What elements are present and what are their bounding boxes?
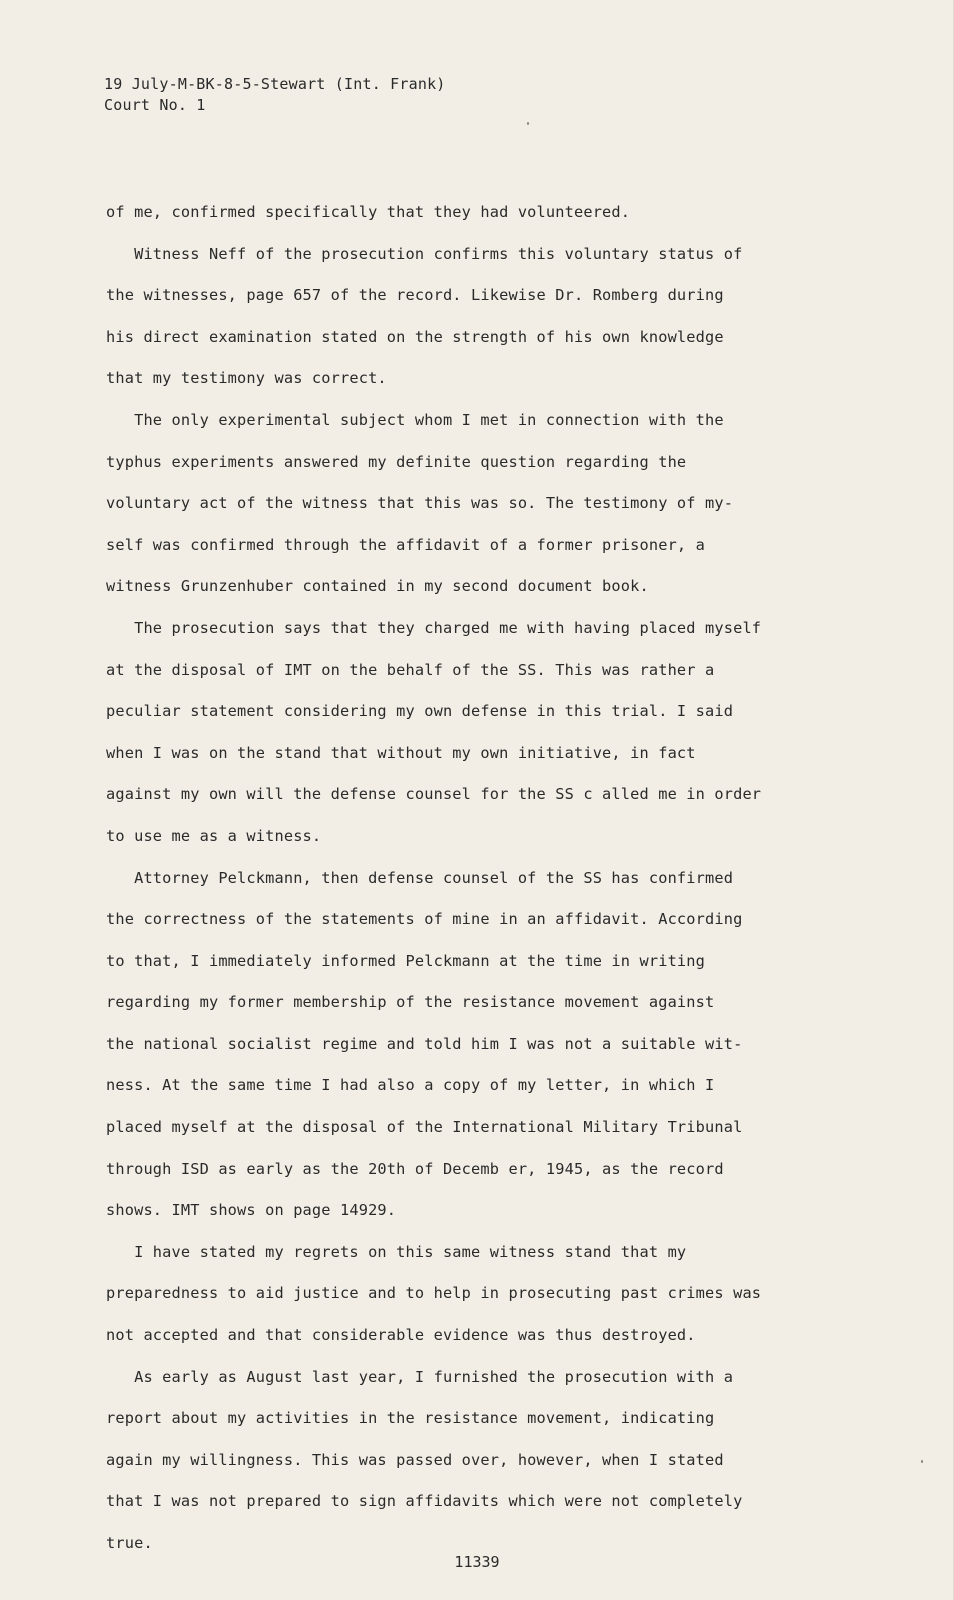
page-number: 11339 [454, 1553, 500, 1571]
ink-speck [527, 122, 529, 125]
text-line: to that, I immediately informed Pelckmann at the time in writing [106, 951, 706, 970]
text-line: the national socialist regime and told him I was not a suitable wit- [106, 1034, 743, 1053]
text-line: when I was on the stand that without my own initiative, in fact [106, 743, 696, 762]
text-line: the correctness of the statements of mine in an affidavit. According [106, 910, 743, 929]
text-line: not accepted and that considerable evidence was thus destroyed. [106, 1326, 696, 1345]
text-line: against my own will the defense counsel for the SS c alled me in order [106, 785, 762, 804]
text-line: report about my activities in the resistance movement, indicating [106, 1409, 715, 1428]
paragraph [106, 1357, 836, 1565]
header-line-1: 19 July-M-BK-8-5-Stewart (Int. Frank) [104, 75, 446, 93]
text-line: again my willingness. This was passed over, however, when I stated [106, 1450, 724, 1469]
document-header [104, 74, 446, 116]
text-line: his direct examination stated on the strength of his own knowledge [106, 327, 724, 346]
paragraph [106, 858, 836, 1232]
text-line: self was confirmed through the affidavit of a former prisoner, a [106, 535, 706, 554]
text-line: of me, confirmed specifically that they had volunteered. [106, 203, 631, 221]
text-line: to use me as a witness. [106, 826, 322, 845]
text-line: the witnesses, page 657 of the record. Likewise Dr. Romberg during [106, 286, 724, 305]
header-line-2: Court No. 1 [104, 96, 206, 114]
text-line: preparedness to aid justice and to help in prosecuting past crimes was [106, 1284, 762, 1303]
text-line: at the disposal of IMT on the behalf of the SS. This was rather a [106, 660, 715, 679]
text-line: regarding my former membership of the resistance movement against [106, 993, 715, 1012]
text-line: witness Grunzenhuber contained in my second document book. [106, 577, 649, 596]
text-line: placed myself at the disposal of the International Military Tribunal [106, 1118, 743, 1137]
text-line: The prosecution says that they charged me with having placed myself [106, 618, 762, 637]
text-line: As early as August last year, I furnished the prosecution with a [106, 1367, 734, 1386]
ink-speck [921, 1460, 923, 1463]
text-line: shows. IMT shows on page 14929. [106, 1201, 397, 1220]
text-line: I have stated my regrets on this same witness stand that my [106, 1242, 687, 1261]
paragraph [106, 234, 836, 400]
text-line: typhus experiments answered my definite question regarding the [106, 452, 687, 471]
text-line: ness. At the same time I had also a copy of my letter, in which I [106, 1076, 715, 1095]
text-line: voluntary act of the witness that this was so. The testimony of my- [106, 494, 734, 513]
document-body [106, 192, 836, 1565]
text-line: Witness Neff of the prosecution confirms this voluntary status of [106, 244, 743, 263]
paragraph [106, 400, 836, 608]
text-line: Attorney Pelckmann, then defense counsel of the SS has confirmed [106, 868, 734, 887]
paragraph [106, 608, 836, 858]
text-line: through ISD as early as the 20th of Decemb er, 1945, as the record [106, 1159, 724, 1178]
text-line: that my testimony was correct. [106, 369, 387, 388]
text-line: true. [106, 1534, 153, 1552]
paragraph [106, 192, 836, 234]
text-line: peculiar statement considering my own defense in this trial. I said [106, 702, 734, 721]
paragraph [106, 1232, 836, 1357]
text-line: The only experimental subject whom I met in connection with the [106, 410, 724, 429]
text-line: that I was not prepared to sign affidavits which were not completely [106, 1492, 743, 1511]
